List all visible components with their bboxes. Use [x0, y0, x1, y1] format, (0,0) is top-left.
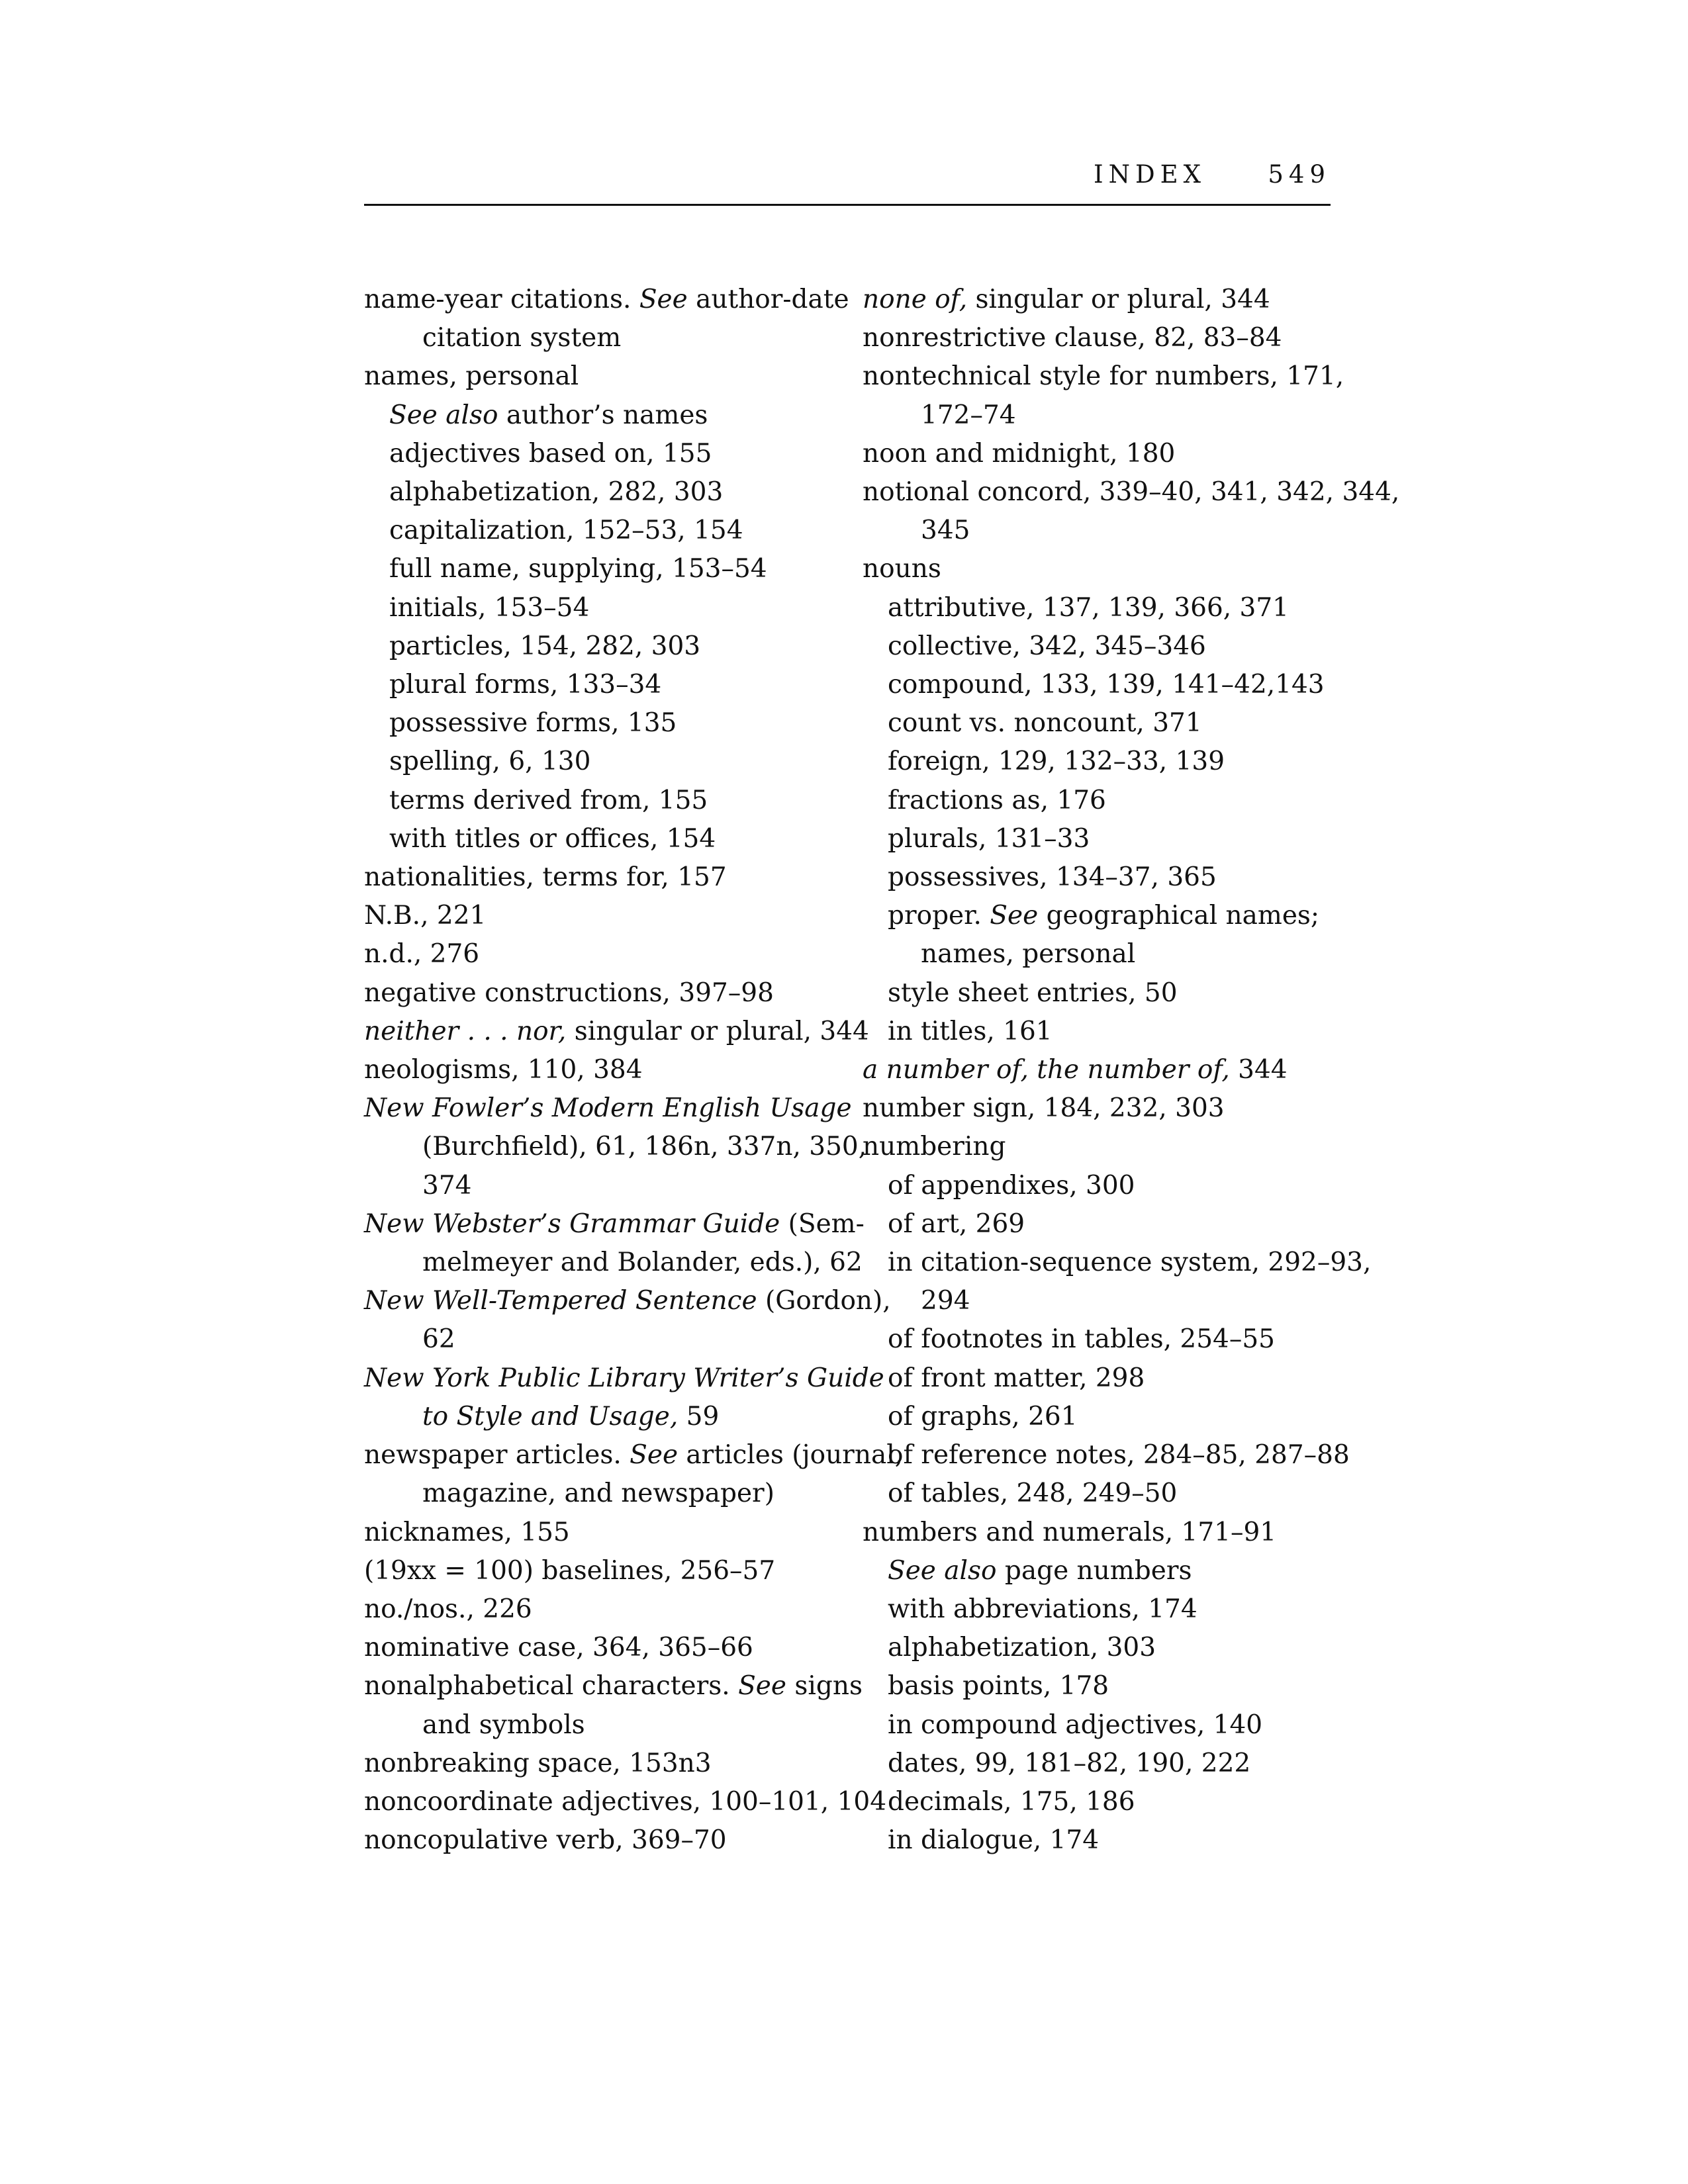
entry-text: proper. — [888, 901, 990, 931]
italic-text: See — [990, 901, 1039, 931]
running-head — [364, 158, 1331, 206]
index-entry-continuation — [364, 1475, 841, 1513]
entry-text: capitalization, 152–53, 154 — [389, 516, 743, 546]
entry-text: alphabetization, 303 — [888, 1633, 1156, 1663]
index-entry — [863, 435, 1339, 473]
index-entry — [364, 1013, 869, 1051]
entry-text: 59 — [678, 1401, 720, 1432]
index-subentry — [863, 627, 1339, 666]
italic-text: neither . . . nor, — [364, 1016, 567, 1046]
entry-text: and symbols — [422, 1709, 585, 1740]
index-entry — [863, 550, 1339, 588]
index-entry — [863, 357, 1344, 396]
index-subentry — [863, 1475, 1339, 1513]
entry-text: names, personal — [364, 361, 579, 392]
index-entry — [364, 357, 841, 396]
entry-text: foreign, 129, 132–33, 139 — [888, 747, 1225, 777]
entry-text: alphabetization, 282, 303 — [389, 477, 724, 508]
entry-text: nominative case, 364, 365–66 — [364, 1633, 753, 1663]
entry-text: with abbreviations, 174 — [888, 1594, 1197, 1624]
index-subentry — [863, 1629, 1339, 1667]
index-entry — [364, 974, 841, 1013]
italic-text: a number of, the number of, — [863, 1055, 1230, 1085]
entry-text: (Burchfield), 61, 186n, 337n, 350, — [422, 1132, 867, 1162]
index-subentry — [364, 666, 841, 704]
entry-text: possessives, 134–37, 365 — [888, 862, 1217, 893]
entry-text: 344 — [1229, 1055, 1288, 1085]
index-subentry — [364, 627, 841, 666]
index-entry-continuation — [364, 1398, 841, 1436]
entry-text: of front matter, 298 — [888, 1363, 1145, 1393]
italic-text: See — [639, 285, 688, 314]
italic-text: See — [738, 1671, 786, 1702]
entry-text: collective, 342, 345–346 — [888, 631, 1206, 661]
index-subentry — [863, 1552, 1339, 1590]
entry-text: of appendixes, 300 — [888, 1170, 1135, 1201]
italic-text: See also — [888, 1555, 997, 1586]
index-subentry — [863, 1590, 1339, 1629]
index-entry — [364, 1359, 884, 1398]
italic-text: none of, — [863, 285, 968, 314]
index-entry — [364, 935, 841, 974]
index-entry — [364, 1282, 891, 1320]
index-subentry — [863, 1320, 1339, 1359]
index-subentry — [364, 512, 841, 550]
entry-text: particles, 154, 282, 303 — [389, 631, 701, 661]
entry-text: 294 — [921, 1286, 970, 1316]
entry-text: in compound adjectives, 140 — [888, 1709, 1263, 1740]
index-entry — [364, 1745, 841, 1783]
entry-text: (Sem- — [780, 1208, 865, 1239]
index-entry — [863, 1514, 1339, 1552]
entry-text: names, personal — [921, 939, 1136, 970]
index-subentry — [863, 666, 1339, 704]
index-subentry — [863, 1013, 1339, 1051]
entry-text: dates, 99, 181–82, 190, 222 — [888, 1748, 1251, 1778]
entry-text: in citation-sequence system, 292–93, — [888, 1248, 1372, 1278]
entry-text: noncopulative verb, 369–70 — [364, 1825, 727, 1856]
entry-text: plurals, 131–33 — [888, 823, 1090, 854]
index-subentry — [364, 589, 841, 627]
index-entry — [863, 1128, 1339, 1166]
entry-text: numbers and numerals, 171–91 — [863, 1517, 1277, 1547]
index-subentry — [863, 820, 1339, 858]
index-entry — [364, 858, 841, 897]
entry-text: noon and midnight, 180 — [863, 438, 1176, 469]
index-subentry — [863, 704, 1339, 743]
entry-text: initials, 153–54 — [389, 592, 590, 623]
entry-text: newspaper articles. — [364, 1440, 630, 1471]
entry-text: articles (journal, — [678, 1440, 904, 1471]
entry-text: singular or plural, 344 — [566, 1016, 869, 1046]
entry-text: in dialogue, 174 — [888, 1825, 1100, 1856]
index-subentry — [863, 974, 1339, 1013]
entry-text: nontechnical style for numbers, 171, — [863, 361, 1344, 392]
index-entry — [863, 473, 1400, 512]
index-subentry — [863, 743, 1339, 781]
entry-text: 345 — [921, 516, 970, 546]
index-entry — [364, 1590, 841, 1629]
entry-text: possessive forms, 135 — [389, 708, 677, 739]
index-entry — [364, 1667, 863, 1706]
index-entry-continuation — [364, 1244, 863, 1282]
entry-text: nonrestrictive clause, 82, 83–84 — [863, 323, 1282, 353]
entry-text: melmeyer and Bolander, eds.), 62 — [422, 1248, 863, 1278]
entry-text: numbering — [863, 1132, 1006, 1162]
entry-text: style sheet entries, 50 — [888, 978, 1178, 1008]
index-subentry — [364, 782, 841, 820]
index-entry — [863, 319, 1339, 357]
index-entry — [364, 1514, 841, 1552]
entry-text: spelling, 6, 130 — [389, 747, 591, 777]
index-entry-continuation — [364, 1320, 841, 1359]
italic-text: See — [630, 1440, 679, 1471]
index-entry — [364, 897, 841, 935]
entry-text: in titles, 161 — [888, 1016, 1053, 1046]
index-entry — [364, 1436, 904, 1475]
entry-text: signs — [786, 1671, 863, 1702]
entry-text: of graphs, 261 — [888, 1401, 1078, 1432]
index-entry-continuation — [364, 1167, 841, 1205]
entry-text: basis points, 178 — [888, 1671, 1109, 1702]
entry-text: notional concord, 339–40, 341, 342, 344, — [863, 477, 1400, 508]
entry-text: noncoordinate adjectives, 100–101, 104 — [364, 1786, 887, 1817]
entry-text: (19xx = 100) baselines, 256–57 — [364, 1555, 776, 1586]
entry-text: nonbreaking space, 153n3 — [364, 1748, 712, 1778]
entry-text: (Gordon), — [757, 1286, 891, 1316]
entry-text: 374 — [422, 1170, 472, 1201]
index-entry — [863, 1051, 1339, 1089]
entry-text: nationalities, terms for, 157 — [364, 862, 727, 893]
italic-text: New York Public Library Writer’s Guide — [364, 1363, 884, 1393]
index-subentry — [364, 743, 841, 781]
index-subentry — [364, 704, 841, 743]
italic-text: New Well-Tempered Sentence — [364, 1286, 757, 1316]
entry-text: no./nos., 226 — [364, 1594, 532, 1624]
entry-text: magazine, and newspaper) — [422, 1479, 774, 1509]
italic-text: to Style and Usage, — [422, 1401, 679, 1432]
entry-text: decimals, 175, 186 — [888, 1786, 1135, 1817]
index-subentry — [364, 435, 841, 473]
index-subentry — [863, 1667, 1339, 1706]
entry-text: plural forms, 133–34 — [389, 670, 662, 700]
entry-text: author-date — [687, 285, 849, 314]
index-entry — [863, 281, 1339, 319]
index-entry — [364, 1051, 841, 1089]
italic-text: New Fowler’s Modern English Usage — [364, 1093, 852, 1124]
index-subentry — [364, 396, 841, 435]
italic-text: New Webster’s Grammar Guide — [364, 1208, 780, 1239]
index-entry-continuation — [364, 1706, 841, 1745]
index-entry-continuation — [364, 319, 841, 357]
entry-text: geographical names; — [1038, 901, 1320, 931]
entry-text: count vs. noncount, 371 — [888, 708, 1202, 739]
index-subentry — [863, 1359, 1339, 1398]
index-entry — [364, 1629, 841, 1667]
entry-text: adjectives based on, 155 — [389, 438, 712, 469]
page-number: 549 — [1268, 160, 1331, 189]
index-entry-continuation — [364, 1128, 867, 1166]
index-entry — [364, 281, 849, 319]
index-entry — [364, 1821, 841, 1860]
entry-text: N.B., 221 — [364, 901, 487, 931]
index-subentry — [863, 1706, 1339, 1745]
index-subentry — [863, 1745, 1339, 1783]
index-subentry — [863, 1783, 1339, 1821]
index-subentry — [863, 589, 1339, 627]
entry-text: neologisms, 110, 384 — [364, 1055, 643, 1085]
index-subentry — [863, 782, 1339, 820]
index-subentry — [863, 1167, 1339, 1205]
index-entry — [364, 1552, 841, 1590]
index-subentry — [863, 1205, 1339, 1244]
index-subentry — [863, 858, 1339, 897]
entry-text: singular or plural, 344 — [967, 285, 1270, 314]
index-entry-continuation — [863, 935, 1339, 974]
entry-text: number sign, 184, 232, 303 — [863, 1093, 1225, 1124]
entry-text: page numbers — [996, 1555, 1192, 1586]
index-entry-continuation — [863, 396, 1339, 435]
entry-text: fractions as, 176 — [888, 785, 1106, 815]
index-subentry — [364, 550, 841, 588]
entry-text: n.d., 276 — [364, 939, 480, 970]
entry-text: nouns — [863, 554, 941, 584]
entry-text: negative constructions, 397–98 — [364, 978, 774, 1008]
index-entry — [364, 1783, 887, 1821]
entry-text: nonalphabetical characters. — [364, 1671, 739, 1702]
index-subentry — [863, 1436, 1350, 1475]
entry-text: author’s names — [498, 400, 708, 430]
entry-text: 172–74 — [921, 400, 1016, 430]
entry-text: attributive, 137, 139, 366, 371 — [888, 592, 1289, 623]
index-entry-continuation — [863, 512, 1339, 550]
entry-text: of tables, 248, 249–50 — [888, 1479, 1178, 1509]
index-entry-continuation — [863, 1282, 1339, 1320]
entry-text: with titles or offices, 154 — [389, 823, 716, 854]
index-entry — [364, 1089, 852, 1128]
entry-text: of reference notes, 284–85, 287–88 — [888, 1440, 1350, 1471]
entry-text: name-year citations. — [364, 285, 639, 314]
index-subentry — [863, 1398, 1339, 1436]
entry-text: of art, 269 — [888, 1208, 1025, 1239]
index-column-right — [863, 281, 1400, 1860]
index-entry — [364, 1205, 865, 1244]
entry-text: compound, 133, 139, 141–42,143 — [888, 670, 1325, 700]
entry-text: 62 — [422, 1324, 455, 1355]
index-subentry — [364, 473, 841, 512]
index-subentry — [863, 897, 1339, 935]
italic-text: See also — [389, 400, 498, 430]
index-subentry — [364, 820, 841, 858]
entry-text: full name, supplying, 153–54 — [389, 554, 767, 584]
index-entry — [863, 1089, 1339, 1128]
entry-text: citation system — [422, 323, 622, 353]
entry-text: terms derived from, 155 — [389, 785, 708, 815]
index-subentry — [863, 1821, 1339, 1860]
index-subentry — [863, 1244, 1372, 1282]
entry-text: nicknames, 155 — [364, 1517, 570, 1547]
running-title: INDEX — [1093, 160, 1206, 189]
entry-text: of footnotes in tables, 254–55 — [888, 1324, 1275, 1355]
